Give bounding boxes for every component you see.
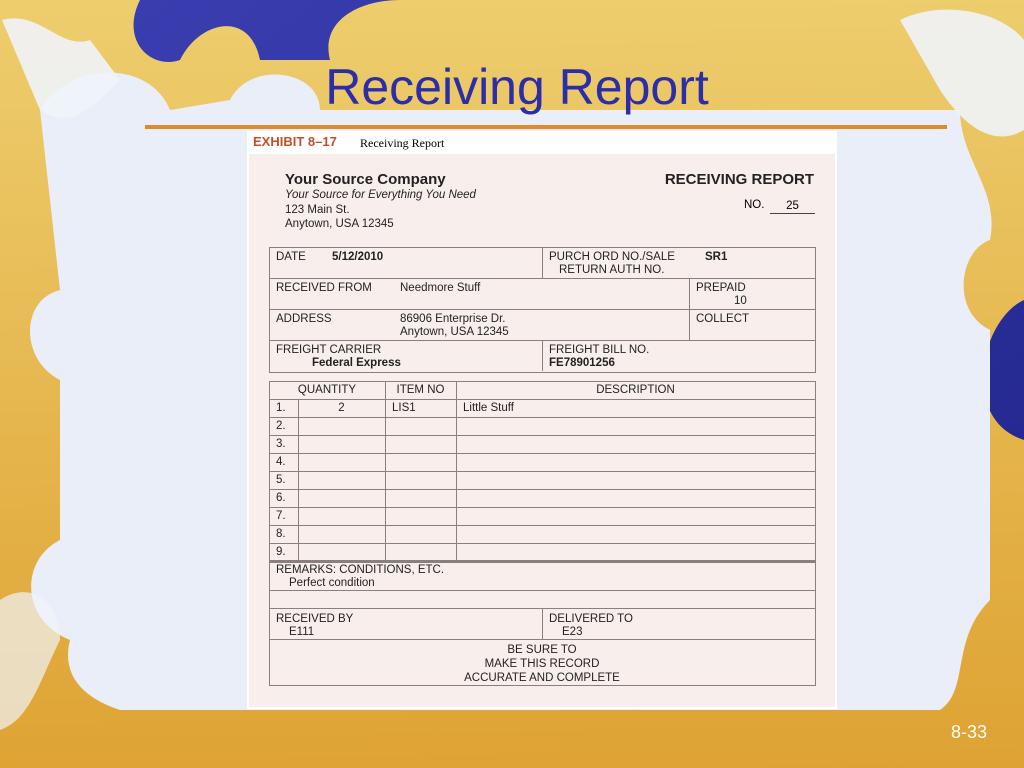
divider bbox=[385, 381, 386, 561]
row-number: 4. bbox=[276, 456, 286, 468]
prepaid-label: PREPAID bbox=[696, 282, 746, 294]
received-from-label: RECEIVED FROM bbox=[276, 282, 372, 294]
row-description: Little Stuff bbox=[463, 402, 514, 414]
slide-title: Receiving Report bbox=[325, 59, 709, 115]
company-address-line1: 123 Main St. bbox=[285, 204, 350, 216]
delivered-to-label: DELIVERED TO bbox=[549, 613, 633, 625]
report-no-value: 25 bbox=[770, 199, 815, 214]
divider bbox=[298, 399, 299, 561]
report-no-label: NO. bbox=[744, 199, 765, 211]
divider bbox=[269, 543, 815, 544]
table-header: DESCRIPTION bbox=[596, 384, 675, 396]
page-number: 8-33 bbox=[950, 722, 987, 742]
divider bbox=[269, 590, 815, 591]
exhibit-caption: Receiving Report bbox=[360, 136, 445, 150]
row-number: 1. bbox=[276, 402, 286, 414]
divider bbox=[269, 561, 815, 562]
company-address bbox=[285, 203, 394, 231]
company-address-line2: Anytown, USA 12345 bbox=[285, 218, 394, 230]
date-value: 5/12/2010 bbox=[332, 251, 384, 263]
note-line2: MAKE THIS RECORD bbox=[484, 658, 600, 670]
title-rule bbox=[145, 125, 947, 129]
row-number: 8. bbox=[276, 528, 286, 540]
row-number: 9. bbox=[276, 546, 286, 558]
address-label: ADDRESS bbox=[276, 313, 332, 325]
divider bbox=[269, 639, 815, 640]
address-value-1: 86906 Enterprise Dr. bbox=[400, 313, 506, 325]
exhibit-label: EXHIBIT 8–17 bbox=[253, 134, 337, 149]
purch-label-2: RETURN AUTH NO. bbox=[559, 264, 665, 276]
row-number: 5. bbox=[276, 474, 286, 486]
row-number: 3. bbox=[276, 438, 286, 450]
divider bbox=[542, 608, 543, 639]
purch-label-1: PURCH ORD NO./SALE bbox=[549, 251, 675, 263]
divider bbox=[269, 525, 815, 526]
row-number: 6. bbox=[276, 492, 286, 504]
divider bbox=[269, 278, 815, 279]
freight-carrier-label: FREIGHT CARRIER bbox=[276, 344, 382, 356]
freight-carrier-value: Federal Express bbox=[312, 357, 401, 369]
remarks-value: Perfect condition bbox=[289, 577, 375, 589]
row-quantity: 2 bbox=[338, 402, 345, 414]
table-header: ITEM NO bbox=[396, 384, 445, 396]
company-name: Your Source Company bbox=[285, 171, 446, 188]
purch-value: SR1 bbox=[705, 251, 728, 263]
date-label: DATE bbox=[276, 251, 306, 263]
row-item-no: LIS1 bbox=[392, 402, 416, 414]
exhibit-figure bbox=[247, 131, 837, 709]
delivered-to-value: E23 bbox=[562, 626, 583, 638]
divider bbox=[689, 278, 690, 340]
divider bbox=[269, 507, 815, 508]
received-from-value: Needmore Stuff bbox=[400, 282, 481, 294]
divider bbox=[269, 489, 815, 490]
address-value-2: Anytown, USA 12345 bbox=[400, 326, 509, 338]
divider bbox=[456, 381, 457, 561]
divider bbox=[269, 471, 815, 472]
row-number: 2. bbox=[276, 420, 286, 432]
received-by-value: E111 bbox=[289, 626, 315, 638]
note-line1: BE SURE TO bbox=[507, 644, 577, 656]
divider bbox=[269, 417, 815, 418]
divider bbox=[269, 435, 815, 436]
receiving-report-form bbox=[249, 154, 835, 707]
note-line3: ACCURATE AND COMPLETE bbox=[464, 672, 620, 684]
freight-bill-label: FREIGHT BILL NO. bbox=[549, 344, 650, 356]
divider bbox=[269, 453, 815, 454]
company-tagline: Your Source for Everything You Need bbox=[285, 189, 476, 201]
received-by-label: RECEIVED BY bbox=[276, 613, 354, 625]
divider bbox=[269, 399, 815, 400]
divider bbox=[269, 309, 815, 310]
remarks-label: REMARKS: CONDITIONS, ETC. bbox=[276, 564, 445, 576]
collect-label: COLLECT bbox=[696, 313, 750, 325]
table-header: QUANTITY bbox=[297, 384, 357, 396]
divider bbox=[542, 340, 543, 371]
report-title: RECEIVING REPORT bbox=[664, 171, 814, 188]
freight-bill-value: FE78901256 bbox=[549, 357, 615, 369]
row-number: 7. bbox=[276, 510, 286, 522]
prepaid-value: 10 bbox=[734, 295, 747, 307]
divider bbox=[542, 247, 543, 278]
